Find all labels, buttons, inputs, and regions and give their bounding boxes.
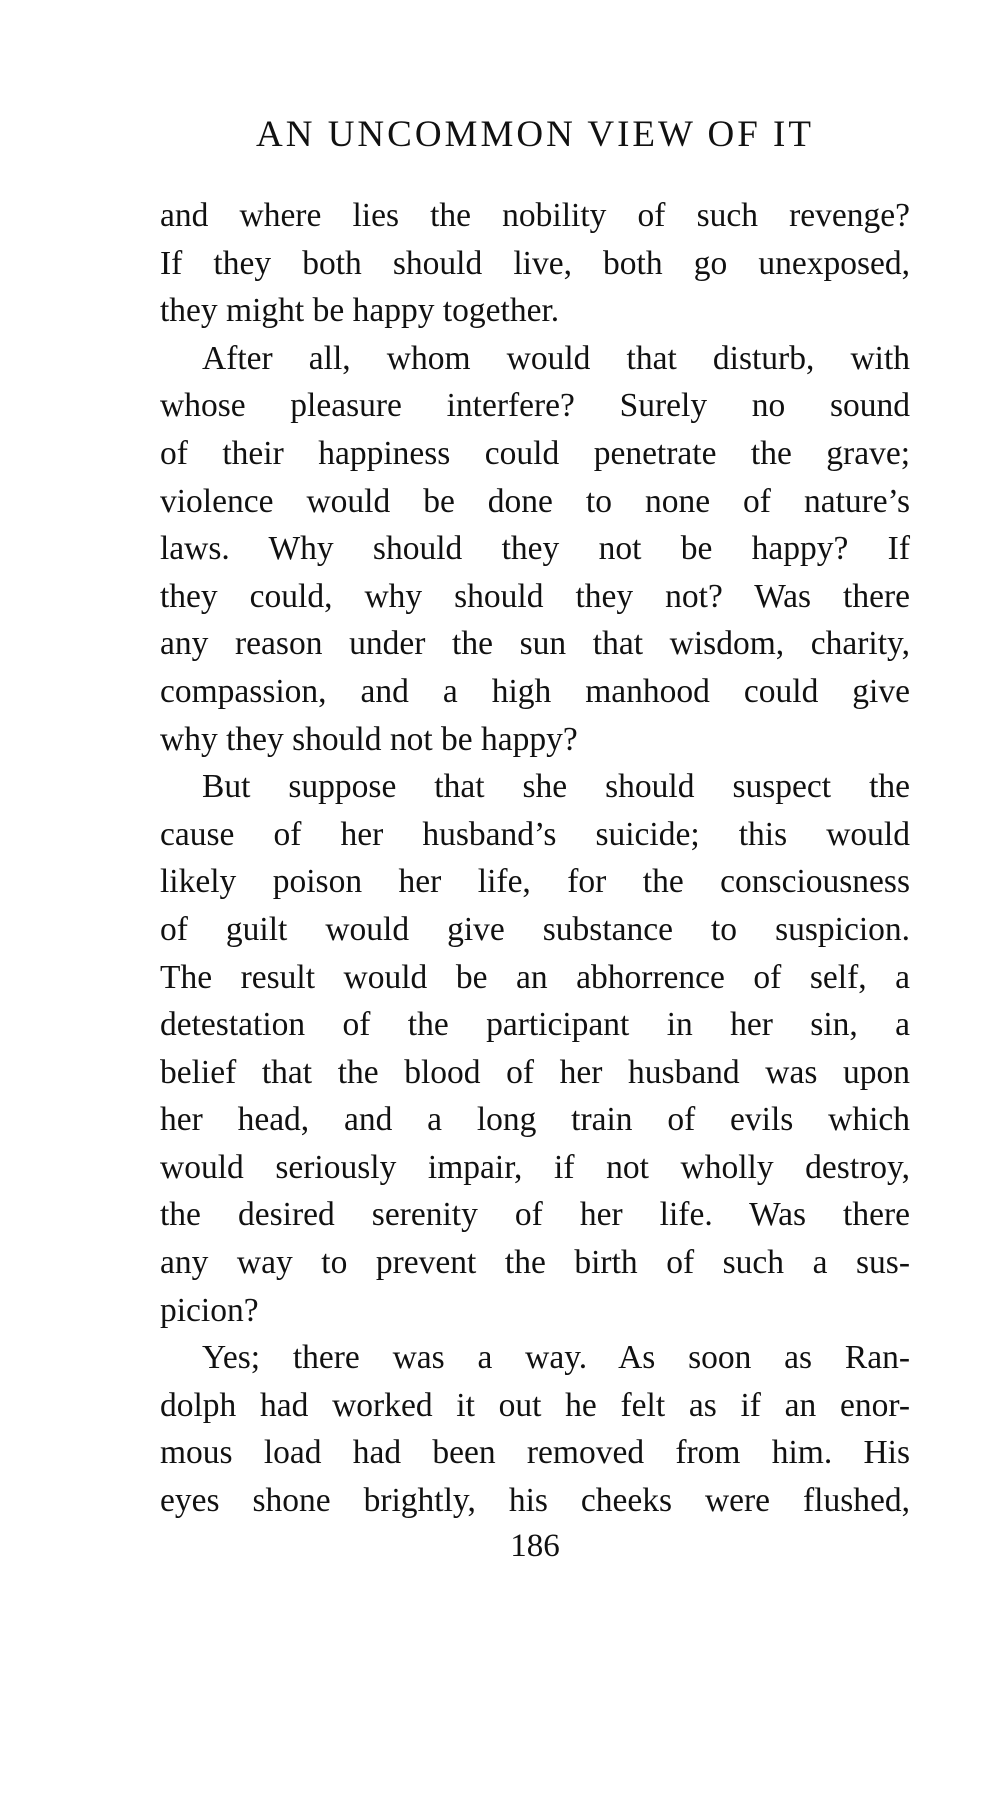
text-line: detestation of the participant in her sin, a: [160, 1006, 910, 1044]
text-line: and where lies the nobility of such revenge?: [160, 197, 910, 234]
text-line: picion?: [160, 1291, 259, 1329]
text-line: the desired serenity of her life. Was there: [160, 1196, 910, 1234]
text-line: mous load had been removed from him. His: [160, 1434, 910, 1472]
text-line: dolph had worked it out he felt as if an enor-: [160, 1386, 910, 1424]
text-line: If they both should live, both go unexposed,: [160, 244, 910, 282]
text-line: violence would be done to none of nature’s: [160, 482, 910, 520]
text-line: Yes; there was a way. As soon as Ran-: [202, 1339, 910, 1377]
text-line: would seriously impair, if not wholly destroy,: [160, 1148, 910, 1186]
text-line: compassion, and a high manhood could give: [160, 672, 910, 710]
text-line: belief that the blood of her husband was upon: [160, 1053, 910, 1091]
text-line: her head, and a long train of evils which: [160, 1101, 910, 1139]
text-line: of guilt would give substance to suspicion.: [160, 910, 910, 948]
text-line: cause of her husband’s suicide; this would: [160, 815, 910, 853]
text-line: why they should not be happy?: [160, 720, 578, 758]
text-line: But suppose that she should suspect the: [202, 768, 910, 806]
running-title: AN UNCOMMON VIEW OF IT: [256, 114, 814, 155]
body-text: [160, 192, 910, 1525]
text-line: After all, whom would that disturb, with: [202, 339, 910, 377]
page-number: 186: [510, 1528, 560, 1564]
text-line: they might be happy together.: [160, 292, 560, 330]
text-line: eyes shone brightly, his cheeks were flushed,: [160, 1482, 910, 1520]
text-line: of their happiness could penetrate the grave;: [160, 434, 910, 472]
text-line: laws. Why should they not be happy? If: [160, 530, 910, 568]
text-line: they could, why should they not? Was there: [160, 577, 910, 615]
text-line: whose pleasure interfere? Surely no sound: [160, 387, 910, 425]
text-line: any reason under the sun that wisdom, charity,: [160, 625, 910, 663]
text-line: likely poison her life, for the consciousness: [160, 863, 910, 901]
text-line: The result would be an abhorrence of self, a: [160, 958, 910, 996]
text-line: any way to prevent the birth of such a sus-: [160, 1244, 910, 1282]
